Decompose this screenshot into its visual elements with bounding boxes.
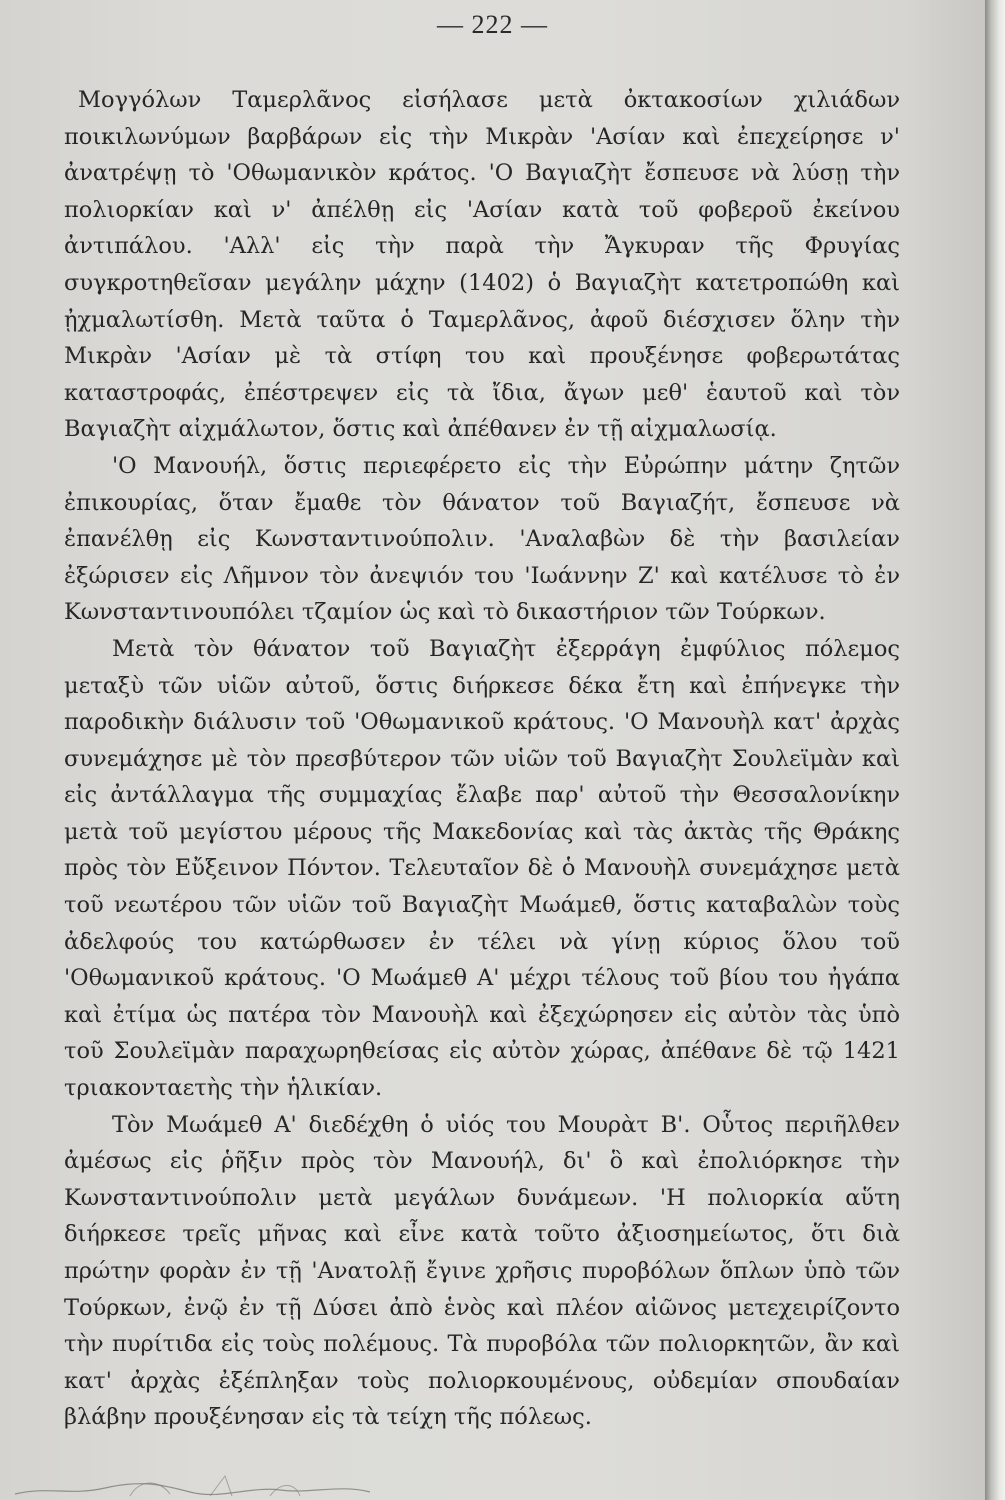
paragraph-2: 'Ο Μανουήλ, ὅστις περιεφέρετο εἰς τὴν Εὐρώπην μάτην ζητῶν ἐπικουρίας, ὅταν ἔμαθε τὸν θάνατον τοῦ Βαγιαζήτ, ἔσπευσε νὰ ἐπανέλθῃ εἰς Κωνσταντινούπολιν. 'Αναλαβὼν δὲ τὴν βασιλείαν ἐξώρισεν εἰς Λῆμνον τὸν ἀνεψιόν του 'Ιωάννην Ζ' καὶ κατέλυσε τὸ ἐν Κωνσταντινουπόλει τζαμίον ὡς καὶ τὸ δικαστήριον τῶν Τούρκων. — [64, 452, 900, 626]
body-text — [64, 82, 900, 1436]
page-number: — 222 — — [437, 10, 548, 39]
paragraph-4: Τὸν Μωάμεθ Α' διεδέχθη ὁ υἱός του Μουρὰτ Β'. Οὗτος περιῆλθεν ἀμέσως εἰς ῥῆξιν πρὸς τὸν Μανουήλ, δι' ὃ καὶ ἐπολιόρκησε τὴν Κωνσταντινούπολιν μετὰ μεγάλων δυνάμεων. 'Η πολιορκία αὕτη διήρκεσε τρεῖς μῆνας καὶ εἶνε κατὰ τοῦτο ἀξιοσημείωτος, ὅτι διὰ πρώτην φορὰν ἐν τῇ 'Ανατολῇ ἔγινε χρῆσις πυροβόλων ὅπλων ὑπὸ τῶν Τούρκων, ἐνῷ ἐν τῇ Δύσει ἀπὸ ἑνὸς καὶ πλέον αἰῶνος μετεχειρίζοντο τὴν πυρίτιδα εἰς τοὺς πολέμους. Τὰ πυροβόλα τῶν πολιορκητῶν, ἂν καὶ κατ' ἀρχὰς ἐξέπληξαν τοὺς πολιορκουμένους, οὐδεμίαν σπουδαίαν βλάβην προυξένησαν εἰς τὰ τείχη τῆς πόλεως. — [64, 1111, 900, 1431]
page-edge — [985, 0, 1005, 1500]
paragraph-3: Μετὰ τὸν θάνατον τοῦ Βαγιαζὴτ ἐξερράγη ἐμφύλιος πόλεμος μεταξὺ τῶν υἱῶν αὐτοῦ, ὅστις διήρκεσε δέκα ἔτη καὶ ἐπήνεγκε τὴν παροδικὴν διάλυσιν τοῦ 'Οθωμανικοῦ κράτους. 'Ο Μανουὴλ κατ' ἀρχὰς συνεμάχησε μὲ τὸν πρεσβύτερον τῶν υἱῶν τοῦ Βαγιαζὴτ Σουλεϊμὰν καὶ εἰς ἀντάλλαγμα τῆς συμμαχίας ἔλαβε παρ' αὐτοῦ τὴν Θεσσαλονίκην μετὰ τοῦ μεγίστου μέρους τῆς Μακεδονίας καὶ τὰς ἀκτὰς τῆς Θράκης πρὸς τὸν Εὔξεινον Πόντον. Τελευταῖον δὲ ὁ Μανουὴλ συνεμάχησε μετὰ τοῦ νεωτέρου τῶν υἱῶν τοῦ Βαγιαζὴτ Μωάμεθ, ὅστις καταβαλὼν τοὺς ἀδελφούς του κατώρθωσεν ἐν τέλει νὰ γίνῃ κύριος ὅλου τοῦ 'Οθωμανικοῦ κράτους. 'Ο Μωάμεθ Α' μέχρι τέλους τοῦ βίου του ἠγάπα καὶ ἐτίμα ὡς πατέρα τὸν Μανουὴλ καὶ ἐξεχώρησεν εἰς αὐτὸν τὰς ὑπὸ τοῦ Σουλεϊμὰν παραχωρηθείσας εἰς αὐτὸν χώρας, ἀπέθανε δὲ τῷ 1421 τριακονταετὴς τὴν ἡλικίαν. — [64, 635, 900, 1102]
paragraph-1: Μογγόλων Ταμερλᾶνος εἰσήλασε μετὰ ὀκτακοσίων χιλιάδων ποικιλωνύμων βαρβάρων εἰς τὴν Μικρὰν 'Ασίαν καὶ ἐπεχείρησε ν' ἀνατρέψῃ τὸ 'Οθωμανικὸν κράτος. 'Ο Βαγιαζὴτ ἔσπευσε νὰ λύσῃ τὴν πολιορκίαν καὶ ν' ἀπέλθῃ εἰς 'Ασίαν κατὰ τοῦ φοβεροῦ ἐκείνου ἀντιπάλου. 'Αλλ' εἰς τὴν παρὰ τὴν Ἄγκυραν τῆς Φρυγίας συγκροτηθεῖσαν μεγάλην μάχην (1402) ὁ Βαγιαζὴτ κατετροπώθη καὶ ᾐχμαλωτίσθη. Μετὰ ταῦτα ὁ Ταμερλᾶνος, ἀφοῦ διέσχισεν ὅλην τὴν Μικρὰν 'Ασίαν μὲ τὰ στίφη του καὶ προυξένησε φοβερωτάτας καταστροφάς, ἐπέστρεψεν εἰς τὰ ἴδια, ἄγων μεθ' ἑαυτοῦ καὶ τὸν Βαγιαζὴτ αἰχμάλωτον, ὅστις καὶ ἀπέθανεν ἐν τῇ αἰχμαλωσίᾳ. — [64, 87, 900, 443]
handwriting-scribble — [10, 1466, 510, 1500]
